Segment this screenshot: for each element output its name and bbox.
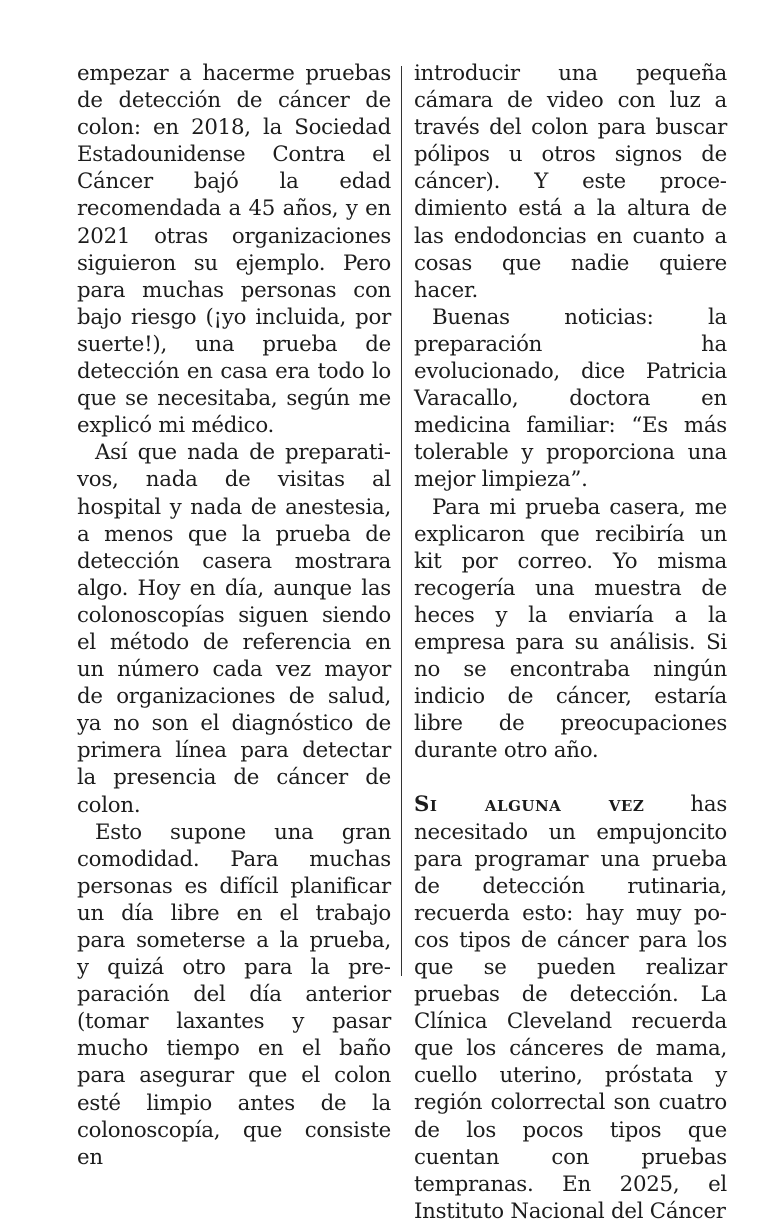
paragraph: Para mi prueba casera, me explicaron que recibiría un kit por correo. Yo misma recogería una muestra de heces y la enviaría a la empresa para su análisis. Si no se encontraba ningún indicio de cáncer, estaría libre de preocupaciones durante otro año. (414, 494, 727, 764)
paragraph: Esto supone una gran comodidad. Para muchas personas es difícil planificar un día libre en el trabajo para someterse a la prueba, y quizá otro para la preparación del día anterior (tomar laxantes y pasar mucho tiempo en el baño para asegurar que el colon esté limpio antes de la colonoscopía, que consiste en (77, 819, 391, 1170)
left-column (77, 60, 391, 1171)
paragraph-continuation: introducir una pequeña cámara de video con luz a través del colon para buscar pólipos u otros signos de cáncer). Y este procedimiento está a la altura de las endodoncias en cuanto a cosas que nadie quiere hacer. (414, 61, 727, 303)
column-divider (401, 66, 402, 976)
section-body: has necesitado un empujoncito para programar una prueba de detección rutinaria, recuerda esto: hay muy pocos tipos de cáncer para los que se pueden realizar pruebas de detección. La Clínica Cleveland recuerda que los cánceres de mama, cuello uterino, próstata y región colorrectal son cuatro de los pocos tipos que cuentan con pruebas tempranas. En 2025, el Instituto Nacional del Cáncer (414, 792, 727, 1224)
right-column (414, 60, 727, 1225)
paragraph-continuation: empezar a hacerme pruebas de detección de cáncer de colon: en 2018, la Sociedad Estadounidense Contra el Cáncer bajó la edad recomendada a 45 años, y en 2021 otras organizaciones siguieron su ejemplo. Pero para muchas personas con bajo riesgo (¡yo incluida, por suerte!), una prueba de detección en casa era todo lo que se necesitaba, según me explicó mi médico. (77, 61, 391, 439)
section-lead-in: Si alguna vez (414, 792, 645, 818)
paragraph: Buenas noticias: la preparación ha evolucionado, dice Patricia Varacallo, doctora en medicina familiar: “Es más tolerable y proporciona una mejor limpieza”. (414, 304, 727, 493)
paragraph: Así que nada de preparativos, nada de visitas al hospital y nada de anestesia, a menos que la prueba de detección casera mostrara algo. Hoy en día, aunque las colonoscopías siguen siendo el método de referencia en un número cada vez mayor de organizaciones de salud, ya no son el diagnóstico de primera línea para detectar la presencia de cáncer de colon. (77, 440, 391, 818)
section-paragraph (414, 791, 727, 1225)
